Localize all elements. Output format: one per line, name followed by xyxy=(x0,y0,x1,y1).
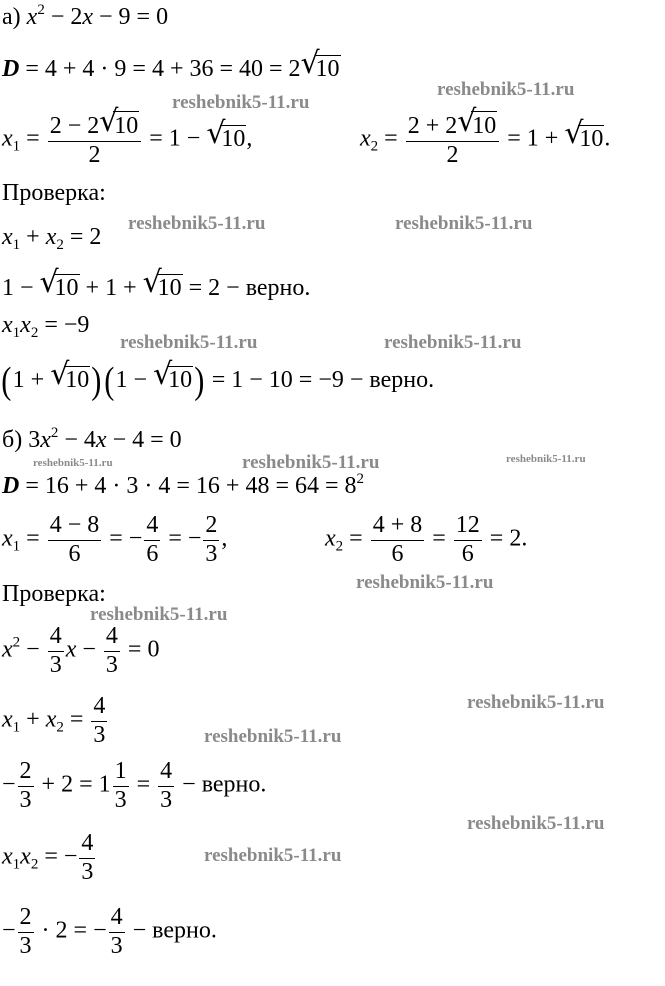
fraction: $\frac{2}{3}$ xyxy=(19,758,32,813)
part-a-sum-equation: $x_1 + x_2 = 2$ xyxy=(2,224,102,253)
watermark: reshebnik5-11.ru xyxy=(172,92,310,113)
sqrt-symbol: √ 10 xyxy=(154,366,193,392)
watermark: reshebnik5-11.ru xyxy=(356,572,494,593)
sqrt-symbol: √ 10 xyxy=(51,366,90,392)
part-a-equation: а) $x^2 - 2x - 9 = 0$ xyxy=(2,2,169,30)
fraction: $\frac{4}{3}$ xyxy=(93,693,106,748)
fraction: $\frac{12}{6}$ xyxy=(455,512,480,567)
watermark: reshebnik5-11.ru xyxy=(437,79,575,100)
part-b-sum-equation: $x_1 + x_2$ = $\frac{4}{3}$ xyxy=(2,693,106,748)
fraction: $\frac{4}{3}$ xyxy=(81,830,94,885)
watermark: reshebnik5-11.ru xyxy=(204,845,342,866)
fraction: $\frac{2 + 2√ 10}{2}$ xyxy=(406,111,500,169)
sqrt-symbol: √ 10 xyxy=(302,55,341,81)
part-b-root-1: $x_1$ = $\frac{4 - 8}{6}$ = − $\frac{4}{6}$ = − $\frac{2}{3}$ , xyxy=(2,512,228,567)
watermark: reshebnik5-11.ru xyxy=(467,692,605,713)
watermark: reshebnik5-11.ru xyxy=(33,457,113,469)
part-a-discriminant: D = 4 + 4 · 9 = 4 + 36 = 40 = 2√ 10 xyxy=(2,55,341,81)
sqrt-symbol: √ 10 xyxy=(207,125,246,151)
part-a-sum-check: 1 − √ 10 + 1 + √ 10 = 2 − верно. xyxy=(2,274,310,300)
part-b-product-check: − $\frac{2}{3}$ · 2 = − $\frac{4}{3}$ − верно. xyxy=(2,904,217,959)
fraction: $\frac{4}{3}$ xyxy=(49,623,62,678)
part-b-equation: б) $3x^2 - 4x - 4 = 0$ xyxy=(2,425,182,453)
part-a-label: а) xyxy=(2,4,21,30)
fraction: $\frac{2}{3}$ xyxy=(19,904,32,959)
sqrt-symbol: √ 10 xyxy=(458,111,497,141)
watermark: reshebnik5-11.ru xyxy=(395,213,533,234)
part-b-sum-check: − $\frac{2}{3}$ + 2 = 1 $\frac{1}{3}$ = $\frac{4}{3}$ − верно. xyxy=(2,758,267,813)
watermark: reshebnik5-11.ru xyxy=(90,604,228,625)
watermark: reshebnik5-11.ru xyxy=(467,813,605,834)
fraction: $\frac{1}{3}$ xyxy=(114,758,127,813)
part-a-check-title: Проверка: xyxy=(2,180,106,206)
fraction: $\frac{4}{3}$ xyxy=(105,623,118,678)
part-a-product-check: (1 + √ 10)(1 − √ 10) = 1 − 10 = −9 − верно. xyxy=(0,362,434,400)
watermark: reshebnik5-11.ru xyxy=(242,452,380,473)
sqrt-symbol: √ 10 xyxy=(144,274,183,300)
part-b-root-2: $x_2$ = $\frac{4 + 8}{6}$ = $\frac{12}{6}$ = 2. xyxy=(325,512,528,567)
fraction: $\frac{2}{3}$ xyxy=(205,512,218,567)
part-b-product-equation: $x_1x_2$ = − $\frac{4}{3}$ xyxy=(2,830,94,885)
watermark: reshebnik5-11.ru xyxy=(128,213,266,234)
fraction: $\frac{4}{6}$ xyxy=(146,512,159,567)
part-a-root-1: $x_1$ = $\frac{2 - 2√ 10}{2}$ = 1 − √ 10, xyxy=(2,111,252,169)
fraction: $\frac{4}{3}$ xyxy=(110,904,123,959)
watermark: reshebnik5-11.ru xyxy=(384,332,522,353)
watermark: reshebnik5-11.ru xyxy=(120,332,258,353)
part-b-check-title: Проверка: xyxy=(2,581,106,607)
part-b-reduced-equation: $x^2$ − $\frac{4}{3}$ x − $\frac{4}{3}$ = 0 xyxy=(2,623,160,678)
part-a-product-equation: $x_1x_2 = -9$ xyxy=(2,312,90,341)
part-b-label: б) xyxy=(2,427,23,453)
fraction: $\frac{4 - 8}{6}$ xyxy=(49,512,100,567)
watermark: reshebnik5-11.ru xyxy=(204,726,342,747)
sqrt-symbol: √ 10 xyxy=(100,111,139,141)
sqrt-symbol: √ 10 xyxy=(41,274,80,300)
fraction: $\frac{4 + 8}{6}$ xyxy=(372,512,423,567)
fraction: $\frac{4}{3}$ xyxy=(160,758,173,813)
part-a-root-2: $x_2$ = $\frac{2 + 2√ 10}{2}$ = 1 + √ 10. xyxy=(360,111,610,169)
fraction: $\frac{2 - 2√ 10}{2}$ xyxy=(48,111,142,169)
part-b-discriminant: $D = 16 + 4 \cdot 3 \cdot 4 = 16 + 48 = 64 = 8^2$ xyxy=(2,471,365,499)
sqrt-symbol: √ 10 xyxy=(565,125,604,151)
watermark: reshebnik5-11.ru xyxy=(506,453,586,465)
